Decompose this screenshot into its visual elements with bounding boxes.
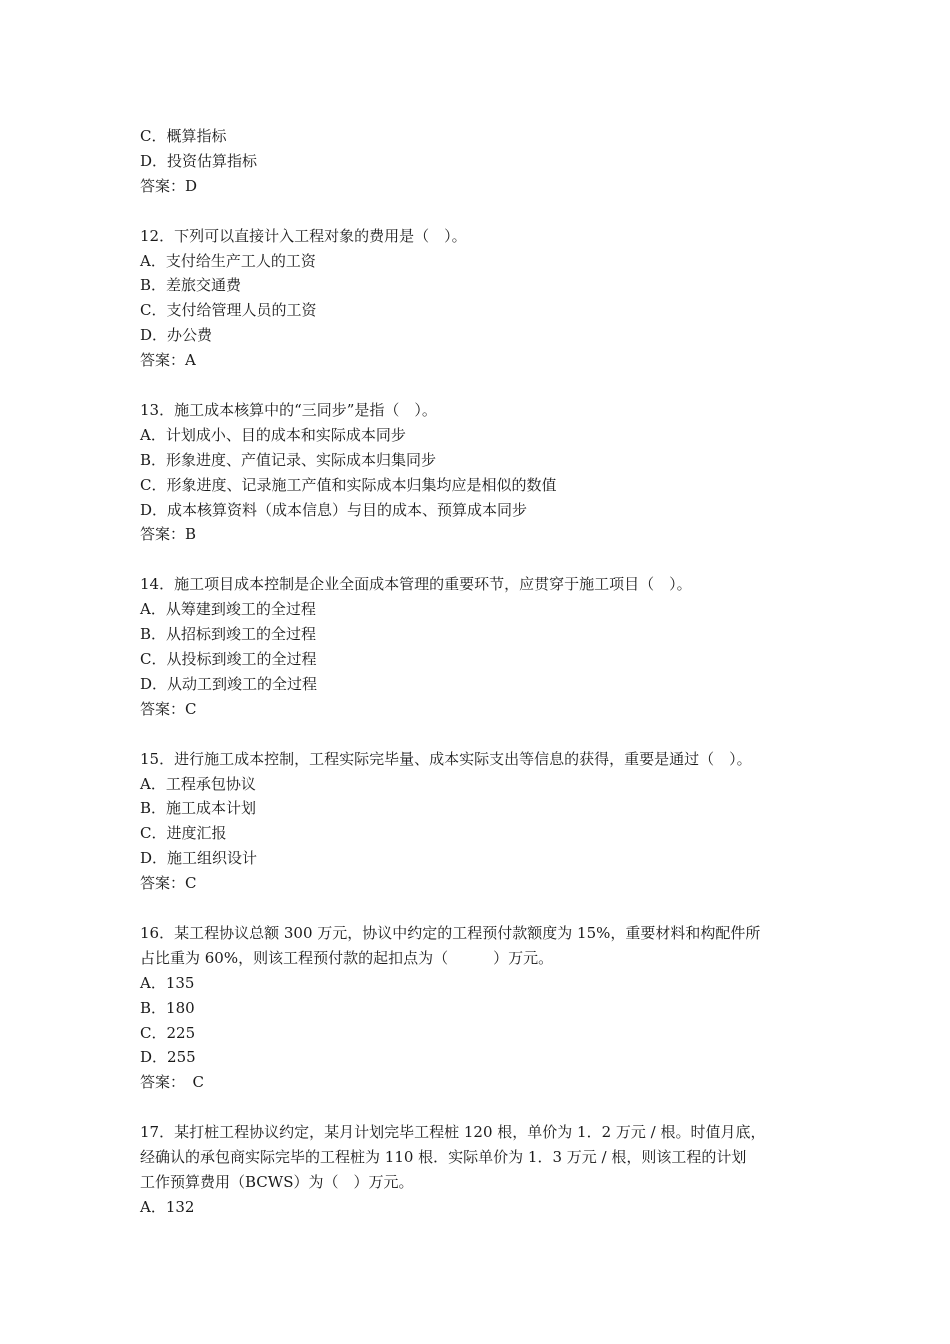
spacer xyxy=(140,1095,830,1120)
answer-line: 答案：C xyxy=(140,874,197,893)
option-line: A．计划成小、目的成本和实际成本同步 xyxy=(140,425,406,444)
question-stem-line: 13．施工成本核算中的“三同步”是指（ ）。 xyxy=(140,400,437,419)
option-line: C．进度汇报 xyxy=(140,824,227,843)
question-block xyxy=(140,921,830,1095)
question-block xyxy=(140,398,830,547)
option-line: B．从招标到竣工的全过程 xyxy=(140,625,317,644)
question-list xyxy=(140,199,830,1220)
option-line: A．从筹建到竣工的全过程 xyxy=(140,600,316,619)
option-line: A．支付给生产工人的工资 xyxy=(140,251,316,270)
option-line: D．投资估算指标 xyxy=(140,151,258,170)
spacer xyxy=(140,722,830,747)
option-line: C．从投标到竣工的全过程 xyxy=(140,649,317,668)
spacer xyxy=(140,547,830,572)
question-stem-line: 占比重为 60%，则该工程预付款的起扣点为（ ）万元。 xyxy=(140,948,554,967)
question-stem-line: 经确认的承包商实际完毕的工程桩为 110 根．实际单价为 1．3 万元 / 根，则该工程的计划 xyxy=(140,1148,747,1167)
document-page xyxy=(140,124,830,1220)
option-line: A．132 xyxy=(140,1197,195,1216)
question-stem-line: 12．下列可以直接计入工程对象的费用是（ ）。 xyxy=(140,226,467,245)
option-line: D．255 xyxy=(140,1048,196,1067)
spacer xyxy=(140,896,830,921)
option-line: D．施工组织设计 xyxy=(140,849,258,868)
question-stem-line: 14．施工项目成本控制是企业全面成本管理的重要环节，应贯穿于施工项目（ ）。 xyxy=(140,575,692,594)
option-line: C．支付给管理人员的工资 xyxy=(140,301,317,320)
option-line: A．135 xyxy=(140,973,195,992)
spacer xyxy=(140,373,830,398)
question-block xyxy=(140,747,830,896)
answer-line: 答案：B xyxy=(140,525,197,544)
option-line: D．成本核算资料（成本信息）与目的成本、预算成本同步 xyxy=(140,500,528,519)
option-line: A．工程承包协议 xyxy=(140,774,256,793)
option-line: B．施工成本计划 xyxy=(140,799,257,818)
question-block xyxy=(140,572,830,721)
question-stem-line: 16．某工程协议总额 300 万元，协议中约定的工程预付款额度为 15%，重要材料和构配件所 xyxy=(140,923,761,942)
option-line: B．差旅交通费 xyxy=(140,276,242,295)
lead-block xyxy=(140,124,830,199)
option-line: C．225 xyxy=(140,1023,196,1042)
option-line: D．从动工到竣工的全过程 xyxy=(140,674,318,693)
question-stem-line: 15．进行施工成本控制，工程实际完毕量、成本实际支出等信息的获得，重要是通过（ ）。 xyxy=(140,749,752,768)
question-block xyxy=(140,224,830,373)
answer-line: 答案：C xyxy=(140,699,197,718)
spacer xyxy=(140,199,830,224)
question-block xyxy=(140,1120,830,1220)
answer-line: 答案： C xyxy=(140,1073,204,1092)
question-stem-line: 17．某打桩工程协议约定，某月计划完毕工程桩 120 根，单价为 1．2 万元 / 根。时值月底， xyxy=(140,1123,766,1142)
question-stem-line: 工作预算费用（BCWS）为（ ）万元。 xyxy=(140,1172,414,1191)
answer-line: 答案：D xyxy=(140,176,198,195)
option-line: C．形象进度、记录施工产值和实际成本归集均应是相似的数值 xyxy=(140,475,557,494)
option-line: B．形象进度、产值记录、实际成本归集同步 xyxy=(140,450,437,469)
option-line: D．办公费 xyxy=(140,326,213,345)
option-line: C．概算指标 xyxy=(140,127,227,145)
answer-line: 答案：A xyxy=(140,351,196,370)
option-line: B．180 xyxy=(140,998,195,1017)
